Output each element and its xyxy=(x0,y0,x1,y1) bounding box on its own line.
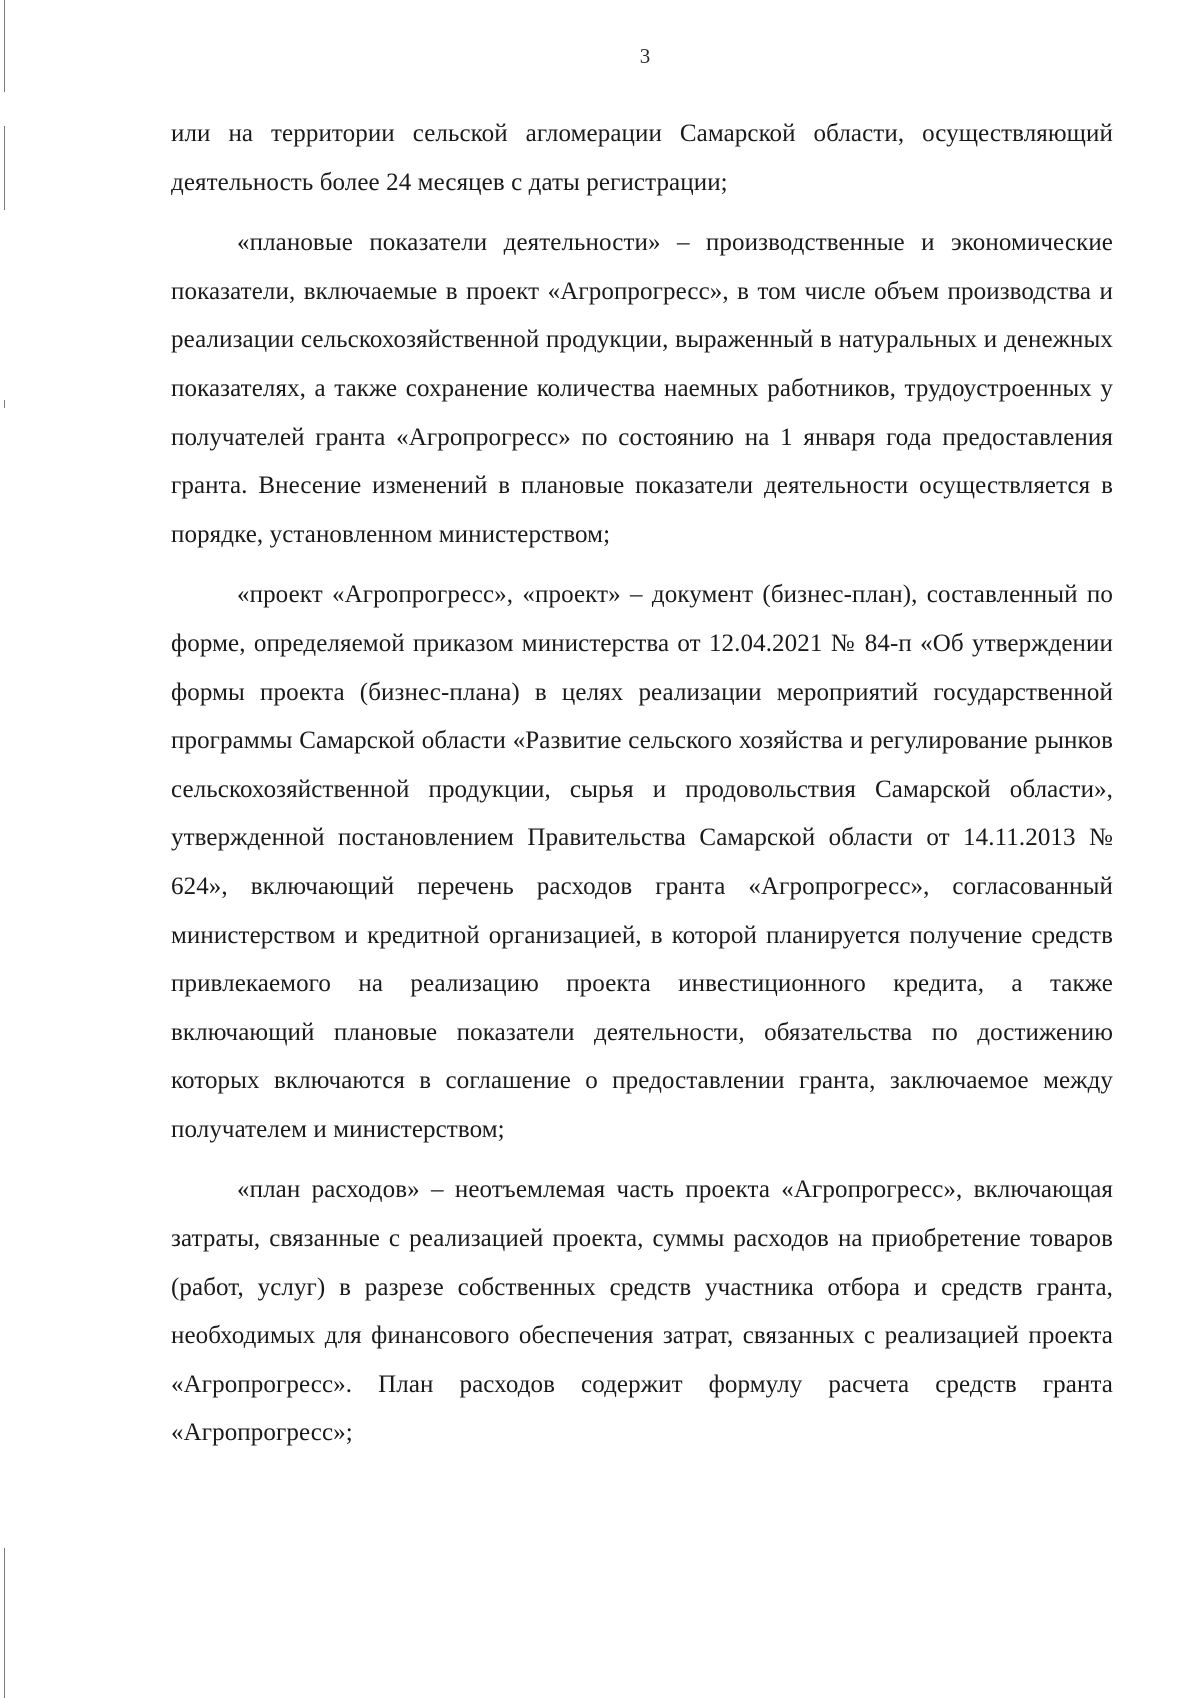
page-number: 3 xyxy=(639,44,651,68)
paragraph-continuation: или на территории сельской агломерации Самарской области, осуществляющий деятельность более 24 месяцев с даты регистрации; xyxy=(171,120,1113,196)
scan-edge-mark xyxy=(4,126,5,210)
paragraph-planned-indicators: «плановые показатели деятельности» – производственные и экономические показатели, включаемые в проект «Агропрогресс», в том числе объем производства и реализации сельскохозяйственной продукции, выраженный в натуральных и денежных показателях, а также сохранение количества наемных работников, трудоустроенных у получателей гранта «Агропрогресс» по состоянию на 1 января года предоставления гранта. Внесение изменений в плановые показатели деятельности осуществляется в порядке, установленном министерством; xyxy=(171,229,1113,548)
paragraph-project-definition: «проект «Агропрогресс», «проект» – документ (бизнес-план), составленный по форме, определяемой приказом министерства от 12.04.2021 № 84-п «Об утверждении формы проекта (бизнес-плана) в целях реализации мероприятий государственной программы Самарской области «Развитие сельского хозяйства и регулирование рынков сельскохозяйственной продукции, сырья и продовольствия Самарской области», утвержденной постановлением Правительства Самарской области от 14.11.2013 № 624», включающий перечень расходов гранта «Агропрогресс», согласованный министерством и кредитной организацией, в которой планируется получение средств привлекаемого на реализацию проекта инвестиционного кредита, а также включающий плановые показатели деятельности, обязательства по достижению которых включаются в соглашение о предоставлении гранта, заключаемое между получателем и министерством; xyxy=(171,581,1113,1143)
document-body xyxy=(171,110,1113,1458)
scan-edge-mark xyxy=(4,1548,5,1698)
scan-edge-mark xyxy=(4,400,5,408)
paragraph-expense-plan: «план расходов» – неотъемлемая часть проекта «Агропрогресс», включающая затраты, связанные с реализацией проекта, суммы расходов на приобретение товаров (работ, услуг) в разрезе собственных средств участника отбора и средств гранта, необходимых для финансового обеспечения затрат, связанных с реализацией проекта «Агропрогресс». План расходов содержит формулу расчета средств гранта «Агропрогресс»; xyxy=(171,1176,1113,1447)
